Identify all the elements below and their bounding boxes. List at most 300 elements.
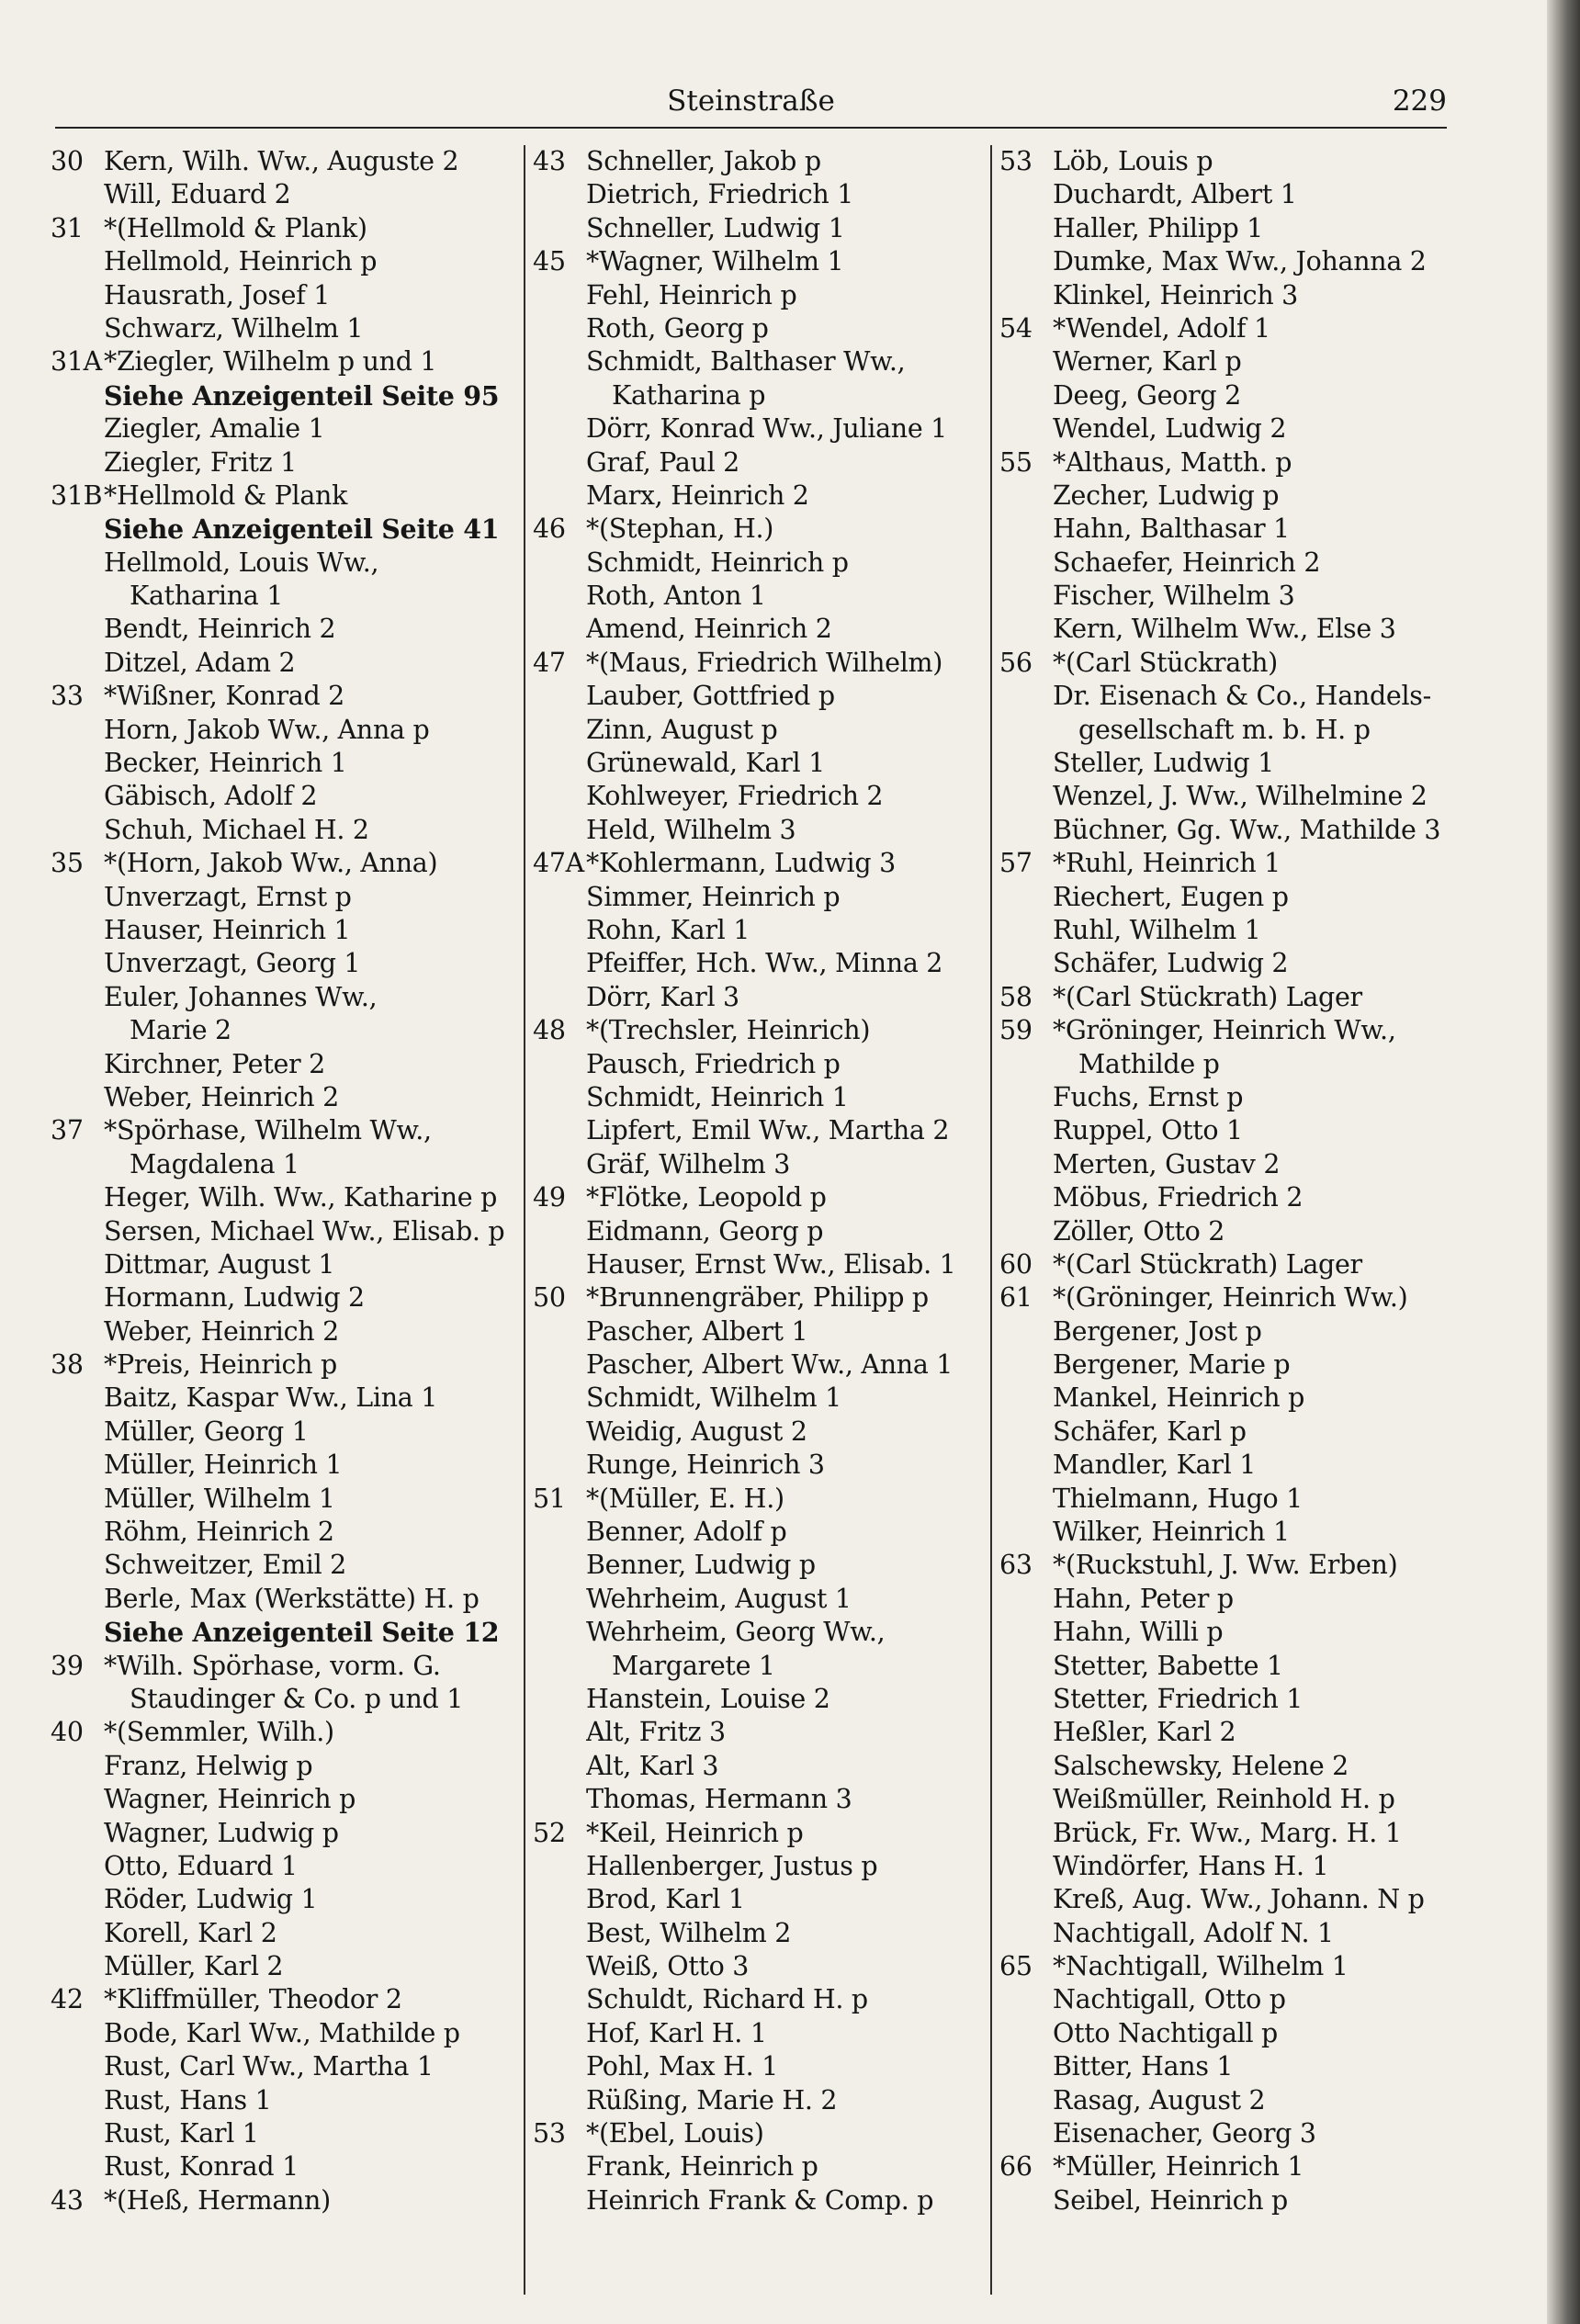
entry-text: Müller, Georg 1: [104, 1416, 309, 1447]
house-number: [999, 1148, 1053, 1181]
house-number: [533, 981, 586, 1014]
house-number: [51, 1850, 104, 1883]
resident-entry: [999, 1416, 1451, 1449]
resident-entry: [51, 1950, 510, 1983]
house-number-entry: [533, 513, 985, 546]
entry-text: Pascher, Albert Ww., Anna 1: [586, 1349, 954, 1381]
entry-text: Hallenberger, Justus p: [586, 1850, 878, 1881]
entry-text: Lipfert, Emil Ww., Martha 2: [586, 1115, 950, 1146]
entry-text: Mathilde p: [1078, 1048, 1220, 1079]
entry-text: Mankel, Heinrich p: [1053, 1382, 1305, 1414]
entry-text: Berle, Max (Werkstätte) H. p: [104, 1583, 480, 1614]
house-number: 61: [999, 1282, 1033, 1314]
entry-text: Bendt, Heinrich 2: [104, 614, 336, 645]
house-number: [51, 580, 104, 613]
house-number: 42: [51, 1984, 84, 2015]
house-number: 51: [533, 1483, 566, 1514]
entry-text: Weißmüller, Reinhold H. p: [1053, 1784, 1395, 1815]
entry-text: Deeg, Georg 2: [1053, 379, 1241, 411]
house-number-entry: [51, 1650, 510, 1683]
resident-entry: [51, 580, 510, 613]
resident-entry: [51, 947, 510, 980]
entry-text: *(Ruckstuhl, J. Ww. Erben): [1053, 1550, 1398, 1581]
house-number: [51, 245, 104, 278]
house-number: [999, 1449, 1053, 1482]
house-number: [999, 1382, 1053, 1415]
resident-entry: [51, 1148, 510, 1181]
entry-text: Magdalena 1: [130, 1148, 299, 1179]
entry-text: Hahn, Balthasar 1: [1053, 513, 1290, 545]
resident-entry: [51, 1883, 510, 1916]
house-number: [533, 1917, 586, 1950]
house-number: [533, 547, 586, 580]
entry-text: *Keil, Heinrich p: [586, 1817, 804, 1848]
resident-entry: [533, 345, 985, 378]
house-number-entry: [51, 847, 510, 880]
house-number: [533, 412, 586, 446]
entry-text: Kern, Wilh. Ww., Auguste 2: [104, 146, 459, 176]
entry-text: Sersen, Michael Ww., Elisab. p: [104, 1215, 505, 1247]
resident-entry: [999, 379, 1451, 412]
entry-text: Seibel, Heinrich p: [1053, 2184, 1288, 2216]
entry-text: Dörr, Karl 3: [586, 981, 739, 1012]
house-number: [51, 1483, 104, 1516]
house-number: 59: [999, 1015, 1033, 1046]
resident-entry: [999, 1048, 1451, 1081]
entry-text: Dietrich, Friedrich 1: [586, 179, 854, 210]
street-title: Steinstraße: [667, 85, 835, 118]
entry-text: Kreß, Aug. Ww., Johann. N p: [1053, 1884, 1425, 1915]
entry-text: Röder, Ludwig 1: [104, 1884, 318, 1915]
house-number-entry: [999, 1281, 1451, 1314]
house-number: [533, 1783, 586, 1816]
resident-entry: [533, 1148, 985, 1181]
resident-entry: [51, 1416, 510, 1449]
entry-text: *Wendel, Adolf 1: [1053, 312, 1270, 344]
entry-text: Otto Nachtigall p: [1053, 2017, 1278, 2048]
house-number: [51, 1048, 104, 1081]
house-number: 31: [51, 212, 84, 243]
entry-text: *(Hellmold & Plank): [104, 212, 367, 243]
house-number: [51, 1683, 104, 1716]
resident-entry: [51, 279, 510, 312]
entry-text: Baitz, Kaspar Ww., Lina 1: [104, 1382, 438, 1414]
resident-entry: [533, 312, 985, 345]
resident-entry: [999, 1348, 1451, 1382]
resident-entry: [51, 1315, 510, 1348]
house-number: [999, 279, 1053, 312]
entry-text: Brück, Fr. Ww., Marg. H. 1: [1053, 1817, 1402, 1848]
entry-text: Franz, Helwig p: [104, 1750, 313, 1781]
house-number: [999, 513, 1053, 546]
resident-entry: [999, 1215, 1451, 1248]
resident-entry: [999, 1181, 1451, 1214]
resident-entry: [999, 747, 1451, 780]
house-number: [533, 780, 586, 813]
house-number: 35: [51, 848, 84, 879]
entry-text: Müller, Heinrich 1: [104, 1450, 343, 1481]
house-number: [51, 379, 104, 412]
entry-text: Dittmar, August 1: [104, 1248, 335, 1280]
resident-entry: [533, 1048, 985, 1081]
resident-entry: [51, 1215, 510, 1248]
house-number: [999, 1750, 1053, 1783]
entry-text: Otto, Eduard 1: [104, 1850, 298, 1881]
house-number: [533, 1850, 586, 1883]
house-number: [999, 1181, 1053, 1214]
house-number: [999, 412, 1053, 446]
house-number: [533, 1148, 586, 1181]
resident-entry: [999, 1382, 1451, 1415]
entry-text: Thielmann, Hugo 1: [1053, 1483, 1304, 1514]
house-number: [533, 1081, 586, 1114]
resident-entry: [533, 714, 985, 747]
house-number: [533, 1883, 586, 1916]
house-number: [999, 1883, 1053, 1916]
house-number-entry: [51, 1716, 510, 1749]
entry-text: Kern, Wilhelm Ww., Else 3: [1053, 614, 1396, 645]
entry-text: Amend, Heinrich 2: [586, 614, 832, 645]
entry-text: Steller, Ludwig 1: [1053, 748, 1274, 779]
resident-entry: [51, 981, 510, 1014]
entry-text: Ziegler, Fritz 1: [104, 446, 297, 478]
entry-text: Rüßing, Marie H. 2: [586, 2084, 838, 2115]
house-number-entry: [999, 1014, 1451, 1047]
entry-text: Marx, Heinrich 2: [586, 479, 809, 511]
house-number: [999, 1817, 1053, 1850]
resident-entry: [999, 1483, 1451, 1516]
entry-text: Windörfer, Hans H. 1: [1053, 1850, 1329, 1881]
resident-entry: [533, 680, 985, 713]
entry-text: Hauser, Heinrich 1: [104, 914, 351, 945]
entry-text: Brod, Karl 1: [586, 1884, 745, 1915]
house-number: [533, 1983, 586, 2016]
entry-text: Fuchs, Ernst p: [1053, 1081, 1244, 1112]
resident-entry: [51, 814, 510, 847]
entry-text: Müller, Karl 2: [104, 1951, 284, 1982]
house-number: 43: [533, 146, 566, 176]
entry-text: Ziegler, Amalie 1: [104, 413, 325, 445]
house-number: [999, 1315, 1053, 1348]
resident-entry: [533, 981, 985, 1014]
house-number: [533, 881, 586, 914]
resident-entry: [533, 1950, 985, 1983]
entry-text: Siehe Anzeigenteil Seite 95: [104, 379, 500, 412]
resident-entry: [999, 580, 1451, 613]
resident-entry: [51, 2050, 510, 2083]
entry-text: Rasag, August 2: [1053, 2084, 1266, 2115]
house-number: [999, 2017, 1053, 2050]
resident-entry: [999, 2117, 1451, 2150]
house-number: 65: [999, 1951, 1033, 1982]
resident-entry: [533, 1081, 985, 1114]
resident-entry: [999, 1516, 1451, 1549]
resident-entry: [999, 1850, 1451, 1883]
house-number: [51, 1181, 104, 1214]
resident-entry: [533, 547, 985, 580]
house-number: 47: [533, 647, 566, 678]
house-number: [999, 1783, 1053, 1816]
house-number: [533, 1416, 586, 1449]
house-number-entry: [999, 847, 1451, 880]
house-number: 33: [51, 681, 84, 712]
house-number: [51, 1516, 104, 1549]
house-number: 63: [999, 1550, 1033, 1581]
house-number: [51, 981, 104, 1014]
resident-entry: [533, 446, 985, 479]
entry-text: *(Carl Stückrath) Lager: [1053, 981, 1362, 1012]
page-number: 229: [1392, 85, 1447, 118]
entry-text: Schuh, Michael H. 2: [104, 814, 369, 845]
resident-entry: [51, 2017, 510, 2050]
house-number: [51, 1148, 104, 1181]
resident-entry: [999, 1583, 1451, 1616]
resident-entry: [533, 1850, 985, 1883]
resident-entry: [999, 613, 1451, 646]
entry-text: Lauber, Gottfried p: [586, 681, 835, 712]
entry-text: *Brunnengräber, Philipp p: [586, 1282, 929, 1314]
entry-text: *Preis, Heinrich p: [104, 1349, 337, 1381]
entry-text: Schmidt, Heinrich 1: [586, 1081, 849, 1112]
resident-entry: [533, 1348, 985, 1382]
house-number: [999, 1516, 1053, 1549]
house-number: [533, 2150, 586, 2183]
house-number: [51, 312, 104, 345]
entry-text: *Nachtigall, Wilhelm 1: [1053, 1951, 1349, 1982]
resident-entry: [999, 412, 1451, 446]
resident-entry: [999, 680, 1451, 713]
resident-entry: [51, 1248, 510, 1281]
entry-text: Schwarz, Wilhelm 1: [104, 312, 364, 344]
entry-text: Klinkel, Heinrich 3: [1053, 279, 1298, 310]
resident-entry: [533, 1416, 985, 1449]
entry-text: Stetter, Friedrich 1: [1053, 1683, 1304, 1714]
resident-entry: [51, 1181, 510, 1214]
house-number: [999, 947, 1053, 980]
house-number-entry: [51, 212, 510, 245]
house-number: [999, 1048, 1053, 1081]
entry-text: Wilker, Heinrich 1: [1053, 1517, 1290, 1548]
house-number: 58: [999, 981, 1033, 1012]
house-number: [51, 780, 104, 813]
resident-entry: [51, 1917, 510, 1950]
entry-text: Roth, Georg p: [586, 312, 769, 344]
house-number-entry: [533, 847, 985, 880]
entry-text: Bode, Karl Ww., Mathilde p: [104, 2017, 460, 2048]
resident-entry: [533, 1750, 985, 1783]
resident-entry: [999, 2084, 1451, 2117]
entry-text: Schneller, Ludwig 1: [586, 212, 845, 243]
resident-entry: [999, 1650, 1451, 1683]
resident-entry: [51, 780, 510, 813]
entry-text: *(Semmler, Wilh.): [104, 1717, 334, 1748]
entry-text: *Kohlermann, Ludwig 3: [586, 848, 896, 879]
entry-text: *(Müller, E. H.): [586, 1483, 784, 1514]
entry-text: Unverzagt, Georg 1: [104, 948, 361, 979]
entry-text: Weidig, August 2: [586, 1416, 807, 1447]
entry-text: Heinrich Frank & Comp. p: [586, 2184, 934, 2216]
entry-text: *(Carl Stückrath): [1053, 647, 1278, 678]
house-number: [533, 1616, 586, 1649]
house-number: [999, 2117, 1053, 2150]
resident-entry: [999, 178, 1451, 211]
house-number: [51, 412, 104, 446]
resident-entry: [999, 1783, 1451, 1816]
entry-text: Will, Eduard 2: [104, 179, 291, 210]
house-number: 40: [51, 1717, 84, 1748]
resident-entry: [533, 1917, 985, 1950]
entry-text: Rust, Hans 1: [104, 2084, 272, 2115]
entry-text: Best, Wilhelm 2: [586, 1917, 792, 1948]
house-number-entry: [999, 2150, 1451, 2183]
resident-entry: [51, 412, 510, 446]
entry-text: Hanstein, Louise 2: [586, 1683, 830, 1714]
house-number: [999, 178, 1053, 211]
entry-text: Dumke, Max Ww., Johanna 2: [1053, 246, 1427, 277]
house-number: [533, 1583, 586, 1616]
house-number: 37: [51, 1115, 84, 1146]
house-number: [51, 1917, 104, 1950]
entry-text: Weiß, Otto 3: [586, 1951, 750, 1982]
resident-entry: [999, 2017, 1451, 2050]
entry-text: Schmidt, Heinrich p: [586, 547, 849, 578]
resident-entry: [533, 2184, 985, 2217]
resident-entry: [999, 1750, 1451, 1783]
resident-entry: [533, 1683, 985, 1716]
house-number: [999, 379, 1053, 412]
entry-text: Ditzel, Adam 2: [104, 647, 296, 678]
house-number: [999, 580, 1053, 613]
house-number: [533, 914, 586, 947]
resident-entry: [51, 446, 510, 479]
house-number: [51, 914, 104, 947]
resident-entry: [533, 613, 985, 646]
entry-text: Becker, Heinrich 1: [104, 748, 347, 779]
entry-text: Katharina 1: [130, 581, 284, 612]
house-number-entry: [533, 245, 985, 278]
house-number: [999, 1917, 1053, 1950]
house-number: 55: [999, 446, 1033, 478]
resident-entry: [999, 714, 1451, 747]
house-number: [999, 780, 1053, 813]
entry-text: Gäbisch, Adolf 2: [104, 781, 318, 812]
resident-entry: [999, 1148, 1451, 1181]
resident-entry: [533, 379, 985, 412]
resident-entry: [533, 2017, 985, 2050]
entry-text: Alt, Karl 3: [586, 1750, 719, 1781]
entry-text: Weber, Heinrich 2: [104, 1315, 339, 1347]
house-number: [999, 245, 1053, 278]
resident-entry: [999, 947, 1451, 980]
entry-text: Pascher, Albert 1: [586, 1315, 808, 1347]
house-number: [533, 580, 586, 613]
entry-text: Wagner, Heinrich p: [104, 1784, 356, 1815]
entry-text: Hormann, Ludwig 2: [104, 1282, 365, 1314]
house-number: [533, 479, 586, 513]
house-number: [999, 714, 1053, 747]
house-number-entry: [533, 2117, 985, 2150]
house-number: [533, 1716, 586, 1749]
entry-text: Unverzagt, Ernst p: [104, 881, 352, 912]
resident-entry: [51, 1449, 510, 1482]
entry-text: Graf, Paul 2: [586, 446, 739, 478]
house-number: [51, 1616, 104, 1649]
house-number-entry: [533, 145, 985, 178]
house-number: [999, 1416, 1053, 1449]
entry-text: *(Trechsler, Heinrich): [586, 1015, 871, 1046]
resident-entry: [533, 2150, 985, 2183]
resident-entry: [51, 613, 510, 646]
resident-entry: [51, 2150, 510, 2183]
entry-text: Dr. Eisenach & Co., Handels-: [1053, 681, 1431, 712]
house-number: [51, 1014, 104, 1047]
resident-entry: [999, 345, 1451, 378]
entry-text: Dörr, Konrad Ww., Juliane 1: [586, 413, 948, 445]
entry-text: *Müller, Heinrich 1: [1053, 2151, 1304, 2183]
resident-entry: [999, 1114, 1451, 1147]
house-number: [533, 212, 586, 245]
house-number: [999, 1215, 1053, 1248]
house-number-entry: [999, 981, 1451, 1014]
house-number-entry: [999, 647, 1451, 680]
house-number: 45: [533, 246, 566, 277]
house-number: [999, 2184, 1053, 2217]
house-number: [533, 178, 586, 211]
house-number: [51, 1583, 104, 1616]
resident-entry: [533, 1215, 985, 1248]
house-number: [533, 714, 586, 747]
house-number: [51, 1950, 104, 1983]
house-number: [999, 1114, 1053, 1147]
entry-text: Euler, Johannes Ww.,: [104, 981, 378, 1012]
resident-entry: [999, 479, 1451, 513]
house-number: [51, 947, 104, 980]
entry-text: Zecher, Ludwig p: [1053, 479, 1280, 511]
house-number-entry: [999, 1248, 1451, 1281]
entry-text: Salschewsky, Helene 2: [1053, 1750, 1349, 1781]
house-number-entry: [51, 680, 510, 713]
resident-entry: [51, 1081, 510, 1114]
house-number: [533, 279, 586, 312]
entry-text: *Wißner, Konrad 2: [104, 681, 345, 712]
house-number: 56: [999, 647, 1033, 678]
resident-entry: [999, 1081, 1451, 1114]
entry-text: Bergener, Marie p: [1053, 1349, 1291, 1381]
house-number: 53: [999, 146, 1033, 176]
resident-entry: [51, 1850, 510, 1883]
resident-entry: [533, 178, 985, 211]
entry-text: Nachtigall, Otto p: [1053, 1984, 1286, 2015]
entry-text: *Spörhase, Wilhelm Ww.,: [104, 1115, 432, 1146]
house-number: [533, 613, 586, 646]
entry-text: Benner, Adolf p: [586, 1517, 787, 1548]
entry-text: Schäfer, Karl p: [1053, 1416, 1247, 1447]
resident-entry: [999, 513, 1451, 546]
entry-text: *Wilh. Spörhase, vorm. G.: [104, 1650, 441, 1681]
resident-entry: [51, 1382, 510, 1415]
resident-entry: [999, 814, 1451, 847]
entry-text: Rust, Carl Ww., Martha 1: [104, 2051, 434, 2082]
entry-text: Schmidt, Balthaser Ww.,: [586, 346, 906, 378]
resident-entry: [51, 1549, 510, 1582]
house-number-entry: [51, 1983, 510, 2016]
house-number: [51, 1315, 104, 1348]
resident-entry: [999, 2050, 1451, 2083]
house-number: [533, 1382, 586, 1415]
entry-text: Wehrheim, August 1: [586, 1583, 852, 1614]
entry-text: gesellschaft m. b. H. p: [1078, 714, 1371, 745]
house-number-entry: [51, 479, 510, 513]
